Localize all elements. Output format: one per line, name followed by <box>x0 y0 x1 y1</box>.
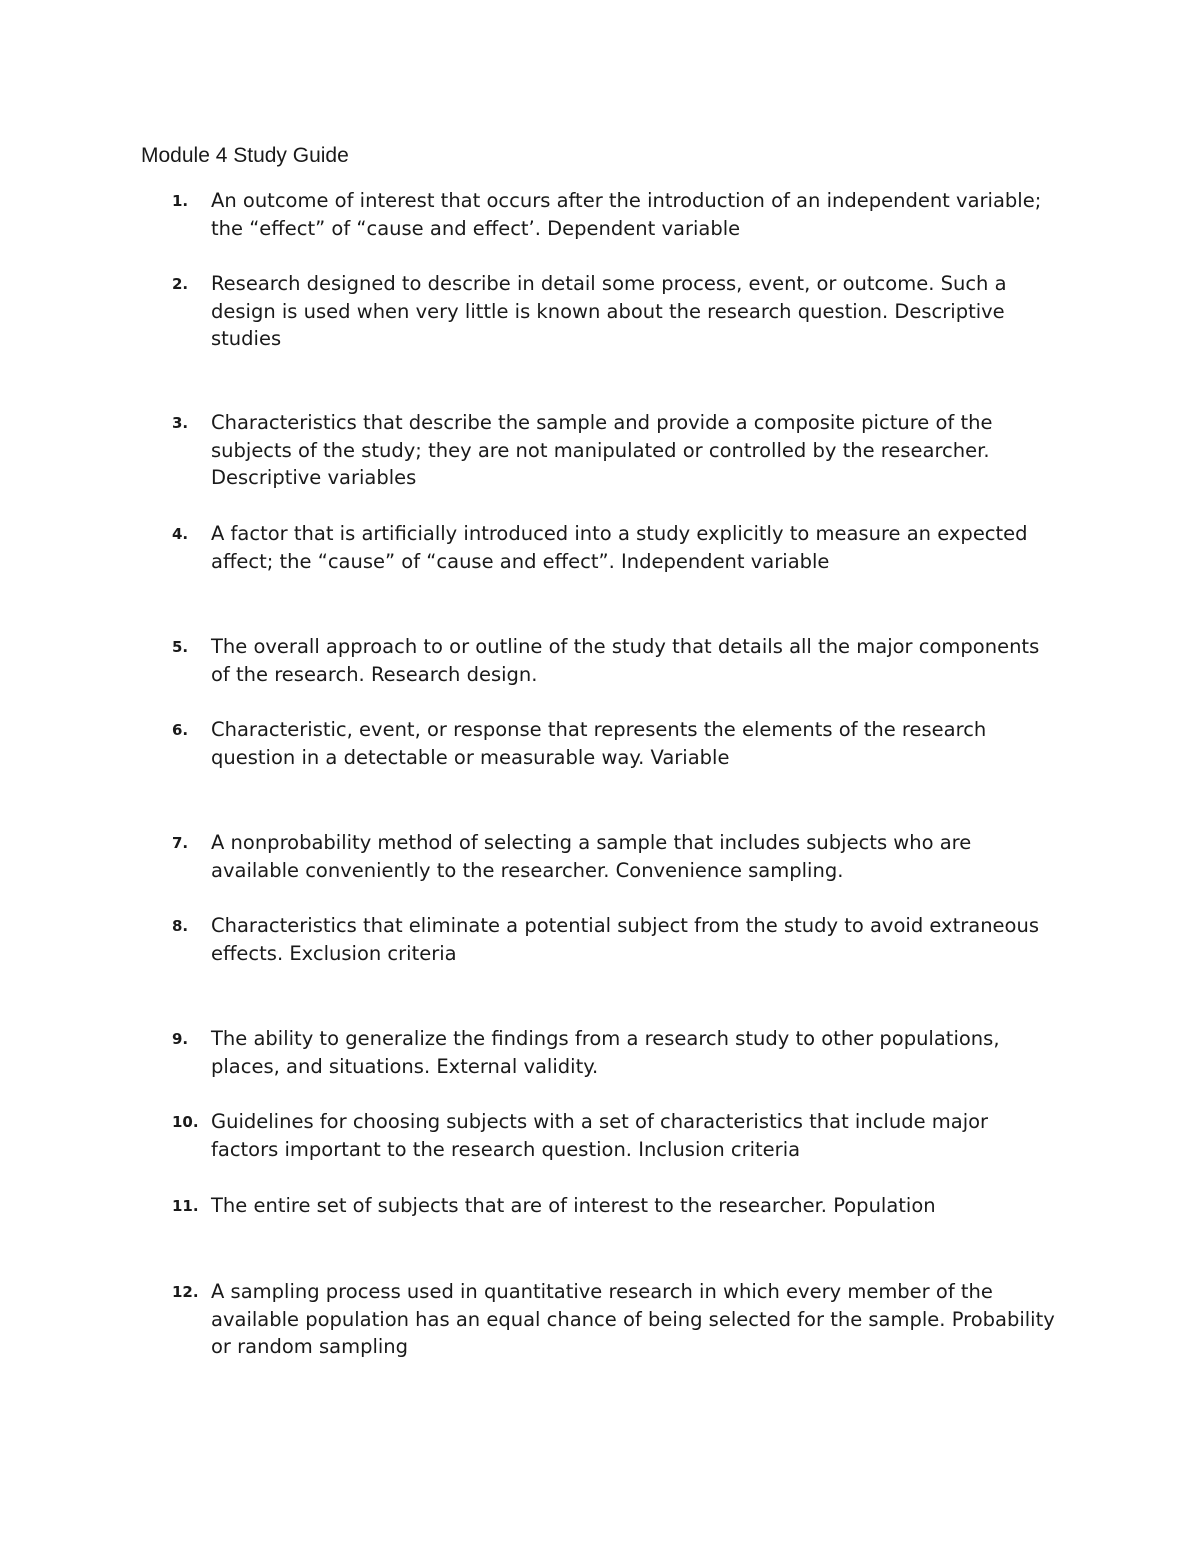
item-number: 9. <box>172 1030 189 1048</box>
item-number: 2. <box>172 275 189 293</box>
item-text: The ability to generalize the findings from a research study to other populations, places, and situations. External validity. <box>211 1027 1000 1078</box>
item-text: Research designed to describe in detail some process, event, or outcome. Such a design is used when very little is known about the research question. Descriptive studies <box>211 272 1007 350</box>
item-number: 1. <box>172 192 189 210</box>
item-text: The entire set of subjects that are of interest to the researcher. Population <box>211 1194 936 1217</box>
item-text: Guidelines for choosing subjects with a set of characteristics that include major factors important to the research question. Inclusion criteria <box>211 1110 989 1161</box>
item-number: 3. <box>172 414 189 432</box>
item-number: 11. <box>172 1197 199 1215</box>
item-text: Characteristics that eliminate a potential subject from the study to avoid extraneous effects. Exclusion criteria <box>211 914 1040 965</box>
item-number: 8. <box>172 917 189 935</box>
item-number: 4. <box>172 525 189 543</box>
item-number: 7. <box>172 834 189 852</box>
item-text: Characteristics that describe the sample and provide a composite picture of the subjects of the study; they are not manipulated or controlled by the researcher. Descriptive variables <box>211 411 993 489</box>
document-title: Module 4 Study Guide <box>141 144 349 167</box>
item-text: Characteristic, event, or response that represents the elements of the research question in a detectable or measurable way. Variable <box>211 718 987 769</box>
item-text: An outcome of interest that occurs after the introduction of an independent variable; the “effect” of “cause and effect’. Dependent variable <box>211 189 1042 240</box>
item-text: A sampling process used in quantitative research in which every member of the available population has an equal chance of being selected for the sample. Probability or random sampling <box>211 1280 1055 1358</box>
item-text: The overall approach to or outline of the study that details all the major components of the research. Research design. <box>211 635 1040 686</box>
item-number: 10. <box>172 1113 199 1131</box>
item-number: 5. <box>172 638 189 656</box>
item-number: 6. <box>172 721 189 739</box>
item-number: 12. <box>172 1283 199 1301</box>
item-text: A factor that is artificially introduced into a study explicitly to measure an expected affect; the “cause” of “cause and effect”. Independent variable <box>211 522 1028 573</box>
item-text: A nonprobability method of selecting a sample that includes subjects who are available conveniently to the researcher. Convenience sampling. <box>211 831 972 882</box>
